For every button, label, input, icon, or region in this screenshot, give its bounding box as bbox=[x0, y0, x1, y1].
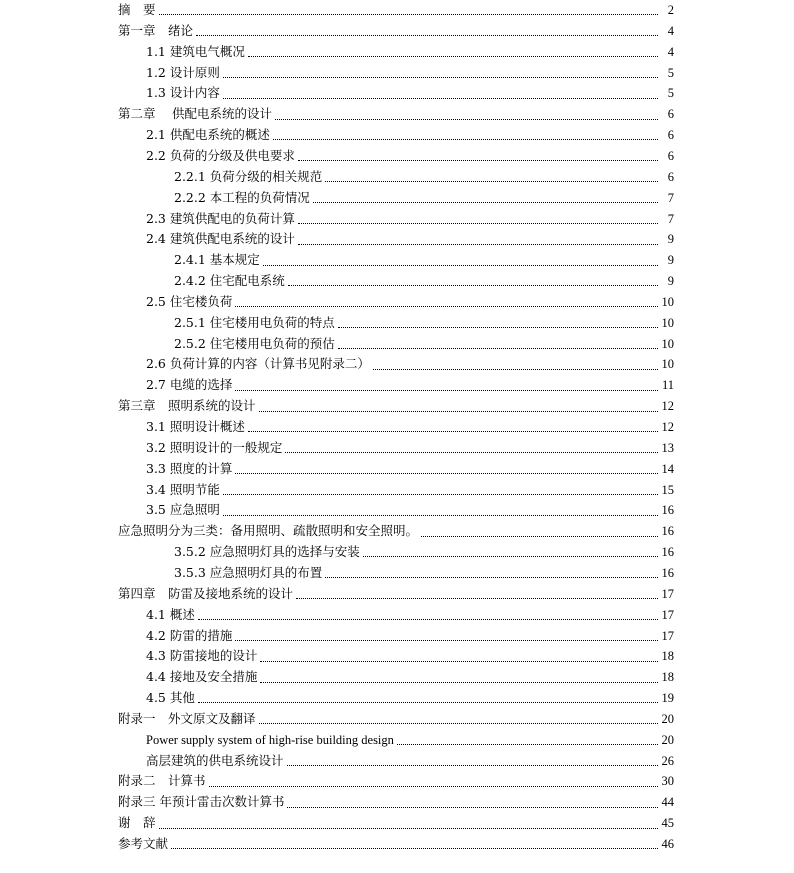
toc-dot-leader bbox=[260, 681, 658, 683]
toc-entry-page-number: 20 bbox=[661, 711, 674, 726]
toc-entry-title: 2.7 电缆的选择 bbox=[146, 377, 233, 393]
toc-entry[interactable] bbox=[146, 751, 674, 772]
toc-dot-leader bbox=[298, 222, 658, 224]
toc-entry[interactable] bbox=[146, 605, 674, 626]
toc-entry-title: 应急照明分为三类：备用照明、疏散照明和安全照明。 bbox=[118, 523, 419, 539]
toc-entry-title: 1.2 设计原则 bbox=[146, 64, 220, 80]
toc-entry-page-number: 17 bbox=[661, 586, 674, 601]
toc-dot-leader bbox=[421, 535, 658, 537]
toc-dot-leader bbox=[159, 13, 658, 15]
toc-entry[interactable] bbox=[146, 209, 674, 230]
toc-entry-title: 2.2 负荷的分级及供电要求 bbox=[146, 147, 295, 163]
toc-dot-leader bbox=[287, 806, 658, 808]
toc-entry[interactable] bbox=[174, 542, 674, 563]
toc-entry-title: 2.4.2 住宅配电系统 bbox=[174, 273, 285, 289]
toc-entry-title: 4.5 其他 bbox=[146, 690, 195, 706]
toc-entry[interactable] bbox=[146, 417, 674, 438]
toc-entry-page-number: 17 bbox=[661, 628, 674, 643]
toc-entry-title: 高层建筑的供电系统设计 bbox=[146, 752, 284, 768]
toc-dot-leader bbox=[223, 76, 658, 78]
toc-entry[interactable] bbox=[146, 125, 674, 146]
toc-entry-title: 2.1 供配电系统的概述 bbox=[146, 127, 270, 143]
toc-entry-page-number: 10 bbox=[661, 294, 674, 309]
toc-entry[interactable] bbox=[146, 146, 674, 167]
toc-entry[interactable] bbox=[146, 292, 674, 313]
toc-entry-page-number: 45 bbox=[661, 816, 674, 831]
toc-entry[interactable] bbox=[118, 396, 674, 417]
toc-entry-page-number: 10 bbox=[661, 336, 674, 351]
toc-entry-title: 3.5.3 应急照明灯具的布置 bbox=[174, 564, 323, 580]
toc-entry-title: 3.1 照明设计概述 bbox=[146, 419, 245, 434]
toc-entry[interactable] bbox=[118, 834, 674, 855]
toc-entry[interactable] bbox=[174, 334, 674, 355]
toc-dot-leader bbox=[259, 722, 658, 724]
toc-entry-page-number: 15 bbox=[661, 482, 674, 497]
toc-entry-page-number: 20 bbox=[661, 732, 674, 747]
toc-entry-page-number: 5 bbox=[667, 86, 674, 101]
toc-entry[interactable] bbox=[118, 584, 674, 605]
toc-entry-title: 4.3 防雷接地的设计 bbox=[146, 648, 258, 664]
toc-entry[interactable] bbox=[146, 459, 674, 480]
toc-dot-leader bbox=[363, 555, 658, 557]
toc-entry-title: 2.4.1 基本规定 bbox=[174, 252, 260, 268]
toc-entry-page-number: 17 bbox=[661, 607, 674, 622]
toc-entry-page-number: 12 bbox=[661, 420, 674, 434]
toc-entry[interactable] bbox=[118, 813, 674, 834]
toc-entry-title: 3.3 照度的计算 bbox=[146, 460, 233, 476]
toc-entry-title: 2.6 负荷计算的内容（计算书见附录二） bbox=[146, 356, 370, 372]
toc-entry-page-number: 16 bbox=[661, 545, 674, 560]
toc-entry-title: 2.5.2 住宅楼用电负荷的预估 bbox=[174, 335, 335, 351]
toc-entry-title: 附录三 年预计雷击次数计算书 bbox=[118, 794, 285, 810]
toc-entry[interactable] bbox=[174, 313, 674, 334]
toc-dot-leader bbox=[298, 159, 658, 161]
toc-entry-title: 1.1 建筑电气概况 bbox=[146, 43, 245, 59]
toc-entry-title: 2.5 住宅楼负荷 bbox=[146, 293, 233, 309]
toc-entry[interactable] bbox=[146, 480, 674, 501]
toc-dot-leader bbox=[223, 493, 658, 495]
toc-dot-leader bbox=[397, 743, 658, 745]
toc-dot-leader bbox=[338, 347, 658, 349]
toc-dot-leader bbox=[159, 827, 658, 829]
toc-dot-leader bbox=[171, 847, 658, 849]
toc-dot-leader bbox=[373, 368, 658, 370]
toc-entry[interactable] bbox=[146, 500, 674, 521]
toc-entry-title: Power supply system of high-rise building design bbox=[146, 732, 394, 747]
toc-entry-page-number: 30 bbox=[661, 774, 674, 789]
toc-entry[interactable] bbox=[118, 792, 674, 813]
toc-entry-title: 附录一 外文原文及翻译 bbox=[118, 710, 256, 726]
toc-entry[interactable] bbox=[174, 563, 674, 584]
toc-entry-page-number: 6 bbox=[667, 107, 674, 122]
toc-dot-leader bbox=[298, 243, 658, 245]
toc-entry[interactable] bbox=[146, 646, 674, 667]
toc-entry[interactable] bbox=[118, 21, 674, 42]
toc-entry-title: 3.5 应急照明 bbox=[146, 502, 220, 518]
toc-entry[interactable] bbox=[146, 667, 674, 688]
toc-entry-title: 3.5.2 应急照明灯具的选择与安装 bbox=[174, 544, 360, 560]
toc-entry[interactable] bbox=[146, 42, 674, 63]
toc-dot-leader bbox=[313, 201, 658, 203]
toc-entry[interactable] bbox=[146, 375, 674, 396]
toc-dot-leader bbox=[223, 97, 658, 99]
toc-entry-page-number: 7 bbox=[667, 190, 674, 205]
toc-dot-leader bbox=[235, 305, 658, 307]
toc-entry-page-number: 18 bbox=[661, 670, 674, 685]
toc-entry-title: 谢 辞 bbox=[118, 815, 156, 831]
toc-entry[interactable] bbox=[146, 63, 674, 84]
toc-entry-title: 2.2.1 负荷分级的相关规范 bbox=[174, 168, 323, 184]
toc-entry-title: 附录二 计算书 bbox=[118, 773, 206, 789]
toc-entry-title: 4.1 概述 bbox=[146, 606, 195, 622]
toc-entry-title: 第一章 绪论 bbox=[118, 22, 194, 38]
toc-entry-title: 参考文献 bbox=[118, 836, 169, 851]
toc-entry-title: 摘 要 bbox=[118, 2, 156, 17]
toc-entry-title: 4.4 接地及安全措施 bbox=[146, 669, 258, 685]
toc-entry-page-number: 13 bbox=[661, 440, 674, 455]
toc-dot-leader bbox=[325, 180, 658, 182]
toc-dot-leader bbox=[273, 138, 658, 140]
toc-entry-title: 2.2.2 本工程的负荷情况 bbox=[174, 189, 310, 205]
toc-entry-title: 2.4 建筑供配电系统的设计 bbox=[146, 231, 295, 247]
toc-entry-title: 3.4 照明节能 bbox=[146, 481, 220, 497]
toc-dot-leader bbox=[338, 326, 658, 328]
toc-entry-page-number: 5 bbox=[667, 65, 674, 80]
toc-entry-title: 3.2 照明设计的一般规定 bbox=[146, 439, 283, 455]
toc-entry-page-number: 9 bbox=[667, 232, 674, 247]
toc-entry[interactable] bbox=[118, 709, 674, 730]
toc-entry-page-number: 4 bbox=[667, 23, 674, 38]
toc-dot-leader bbox=[223, 514, 658, 516]
toc-entry[interactable] bbox=[118, 104, 674, 125]
toc-entry-page-number: 19 bbox=[661, 691, 674, 706]
toc-entry-title: 1.3 设计内容 bbox=[146, 85, 220, 101]
toc-entry-title: 2.3 建筑供配电的负荷计算 bbox=[146, 210, 295, 226]
toc-dot-leader bbox=[235, 472, 658, 474]
toc-entry-page-number: 46 bbox=[661, 837, 674, 851]
toc-entry[interactable] bbox=[118, 521, 674, 542]
toc-entry-page-number: 16 bbox=[661, 503, 674, 518]
toc-dot-leader bbox=[260, 660, 658, 662]
toc-dot-leader bbox=[263, 264, 658, 266]
toc-entry-page-number: 4 bbox=[667, 44, 674, 59]
toc-entry-page-number: 16 bbox=[661, 524, 674, 539]
toc-dot-leader bbox=[285, 451, 658, 453]
toc-entry-title: 第四章 防雷及接地系统的设计 bbox=[118, 585, 294, 601]
toc-dot-leader bbox=[209, 785, 658, 787]
toc-entry-title: 4.2 防雷的措施 bbox=[146, 627, 233, 643]
toc-dot-leader bbox=[275, 118, 658, 120]
toc-dot-leader bbox=[287, 764, 658, 766]
toc-entry-page-number: 12 bbox=[661, 399, 674, 414]
toc-dot-leader bbox=[296, 597, 658, 599]
toc-entry[interactable] bbox=[146, 688, 674, 709]
toc-dot-leader bbox=[259, 410, 658, 412]
toc-entry-page-number: 26 bbox=[661, 753, 674, 768]
toc-entry-page-number: 11 bbox=[661, 378, 674, 393]
toc-entry[interactable] bbox=[174, 250, 674, 271]
toc-dot-leader bbox=[235, 389, 658, 391]
toc-entry-title: 2.5.1 住宅楼用电负荷的特点 bbox=[174, 314, 335, 330]
toc-entry[interactable] bbox=[118, 0, 674, 21]
toc-dot-leader bbox=[248, 55, 658, 57]
toc-dot-leader bbox=[248, 430, 658, 432]
toc-entry[interactable] bbox=[146, 626, 674, 647]
toc-entry-title: 第三章 照明系统的设计 bbox=[118, 398, 256, 414]
toc-entry-page-number: 6 bbox=[667, 128, 674, 143]
toc-entry[interactable] bbox=[146, 438, 674, 459]
toc-entry-page-number: 10 bbox=[661, 315, 674, 330]
toc-entry-page-number: 44 bbox=[661, 795, 674, 810]
toc-dot-leader bbox=[198, 701, 658, 703]
toc-entry-page-number: 14 bbox=[661, 461, 674, 476]
toc-entry-page-number: 9 bbox=[667, 274, 674, 289]
toc-entry[interactable] bbox=[146, 229, 674, 250]
toc-dot-leader bbox=[288, 284, 658, 286]
toc-entry[interactable] bbox=[146, 83, 674, 104]
toc-entry[interactable] bbox=[146, 730, 674, 751]
toc-dot-leader bbox=[325, 576, 658, 578]
toc-entry-page-number: 18 bbox=[661, 649, 674, 664]
toc-entry-page-number: 7 bbox=[667, 211, 674, 226]
toc-entry[interactable] bbox=[174, 271, 674, 292]
toc-entry-page-number: 6 bbox=[667, 169, 674, 184]
toc-dot-leader bbox=[198, 618, 658, 620]
toc-entry[interactable] bbox=[118, 771, 674, 792]
toc-entry-page-number: 6 bbox=[667, 148, 674, 163]
toc-entry-page-number: 16 bbox=[661, 565, 674, 580]
toc-entry-title: 第二章 供配电系统的设计 bbox=[118, 106, 272, 122]
toc-entry[interactable] bbox=[146, 354, 674, 375]
toc-entry-page-number: 9 bbox=[667, 253, 674, 268]
toc-entry[interactable] bbox=[174, 167, 674, 188]
toc-entry-page-number: 10 bbox=[661, 357, 674, 372]
toc-dot-leader bbox=[196, 34, 658, 36]
toc-entry-page-number: 2 bbox=[667, 3, 674, 17]
toc-entry[interactable] bbox=[174, 188, 674, 209]
toc-dot-leader bbox=[235, 639, 658, 641]
